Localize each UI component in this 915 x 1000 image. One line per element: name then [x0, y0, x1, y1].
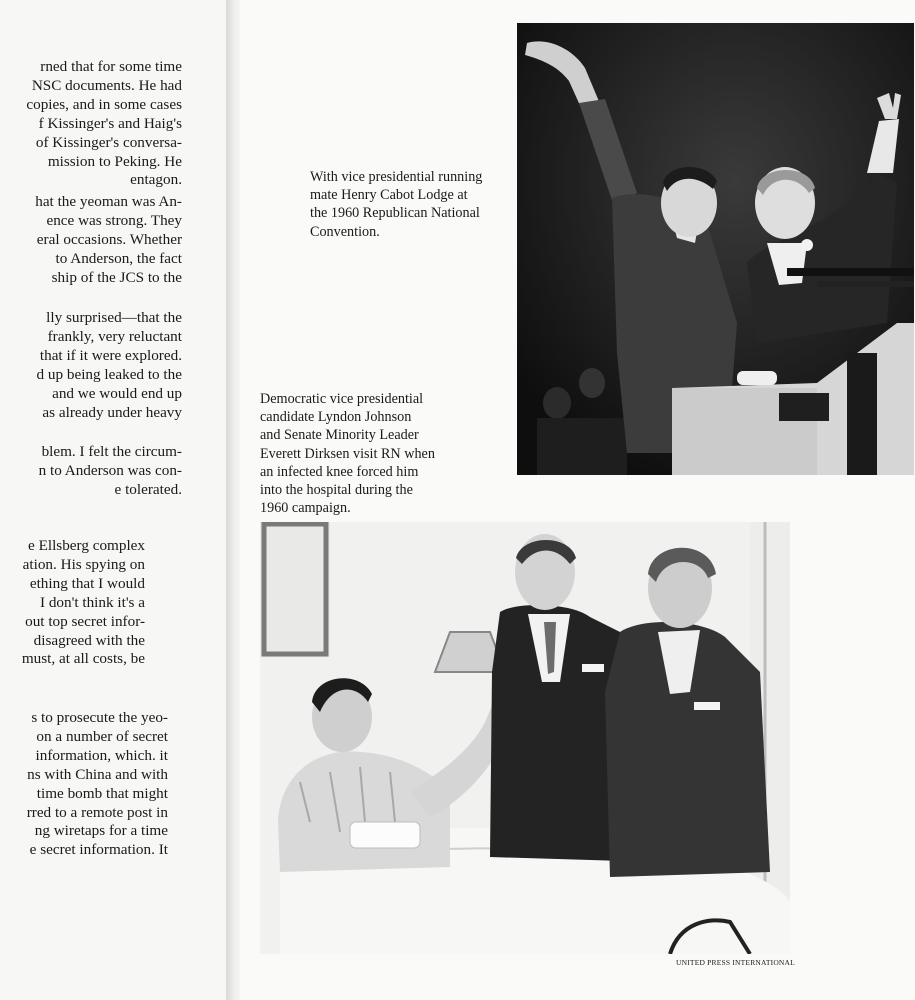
- text-line: entagon.: [130, 171, 182, 189]
- body-text-block-4: [0, 443, 182, 500]
- text-line: must, at all costs, be: [21, 650, 145, 668]
- text-line: ation. His spying on: [22, 555, 145, 573]
- text-line: and Senate Minority Leader: [260, 427, 419, 444]
- photo-convention: [517, 23, 914, 475]
- text-line: I don't think it's a: [39, 593, 145, 611]
- text-line: candidate Lyndon Johnson: [260, 409, 412, 426]
- text-line: of Kissinger's conversa-: [35, 133, 182, 151]
- text-line: lly surprised—that the: [46, 309, 182, 326]
- text-line: Democratic vice presidential: [260, 391, 424, 407]
- hospital-photo-art: [260, 522, 790, 954]
- text-line: out top secret infor-: [25, 612, 145, 630]
- left-page: [0, 0, 226, 1000]
- body-text-block-3: [0, 309, 182, 422]
- text-line: d up being leaked to the: [36, 365, 182, 383]
- text-line: an infected knee forced him: [260, 463, 419, 480]
- text-line: f Kissinger's and Haig's: [38, 114, 182, 132]
- photo-hospital: [260, 522, 790, 954]
- text-line: on a number of secret: [36, 727, 168, 745]
- caption-hospital: [260, 390, 435, 517]
- text-line: Convention.: [310, 223, 380, 240]
- text-line: e Ellsberg complex: [28, 537, 145, 554]
- text-line: Everett Dirksen visit RN when: [260, 445, 435, 462]
- text-line: ng wiretaps for a time: [34, 822, 168, 840]
- text-line: e secret information. It: [29, 841, 168, 859]
- book-gutter: [226, 0, 240, 1000]
- text-line: that if it were explored.: [39, 346, 182, 364]
- right-page: [240, 0, 915, 1000]
- convention-photo-art: [517, 23, 914, 475]
- text-line: frankly, very reluctant: [47, 327, 182, 345]
- text-line: ns with China and with: [27, 765, 168, 783]
- text-line: eral occasions. Whether: [36, 230, 182, 248]
- text-line: ething that I would: [29, 574, 145, 592]
- text-line: 1960 campaign.: [260, 500, 351, 517]
- text-line: time bomb that might: [36, 784, 168, 802]
- text-line: n to Anderson was con-: [38, 461, 182, 479]
- text-line: rred to a remote post in: [26, 803, 168, 821]
- text-line: into the hospital during the: [260, 482, 413, 499]
- text-line: the 1960 Republican National: [310, 205, 480, 222]
- text-line: hat the yeoman was An-: [35, 193, 182, 210]
- body-text-block-1: [0, 58, 182, 190]
- text-line: With vice presidential running: [310, 169, 483, 185]
- text-line: mission to Peking. He: [47, 152, 182, 170]
- text-line: information, which. it: [35, 746, 168, 764]
- text-line: e tolerated.: [114, 480, 182, 498]
- text-line: as already under heavy: [42, 403, 182, 421]
- text-line: copies, and in some cases: [26, 95, 182, 113]
- text-line: ship of the JCS to the: [51, 268, 182, 286]
- caption-convention: [310, 168, 482, 241]
- text-line: s to prosecute the yeo-: [31, 709, 168, 726]
- text-line: ence was strong. They: [46, 211, 182, 229]
- text-line: rned that for some time: [40, 58, 182, 75]
- text-line: NSC documents. He had: [31, 76, 182, 94]
- photo-credit: UNITED PRESS INTERNATIONAL: [676, 958, 795, 967]
- text-line: mate Henry Cabot Lodge at: [310, 187, 468, 204]
- body-text-block-5: [0, 537, 145, 669]
- text-line: to Anderson, the fact: [55, 249, 182, 267]
- body-text-block-6: [0, 709, 168, 860]
- body-text-block-2: [0, 193, 182, 288]
- text-line: and we would end up: [52, 384, 182, 402]
- text-line: disagreed with the: [33, 631, 145, 649]
- text-line: blem. I felt the circum-: [41, 443, 182, 460]
